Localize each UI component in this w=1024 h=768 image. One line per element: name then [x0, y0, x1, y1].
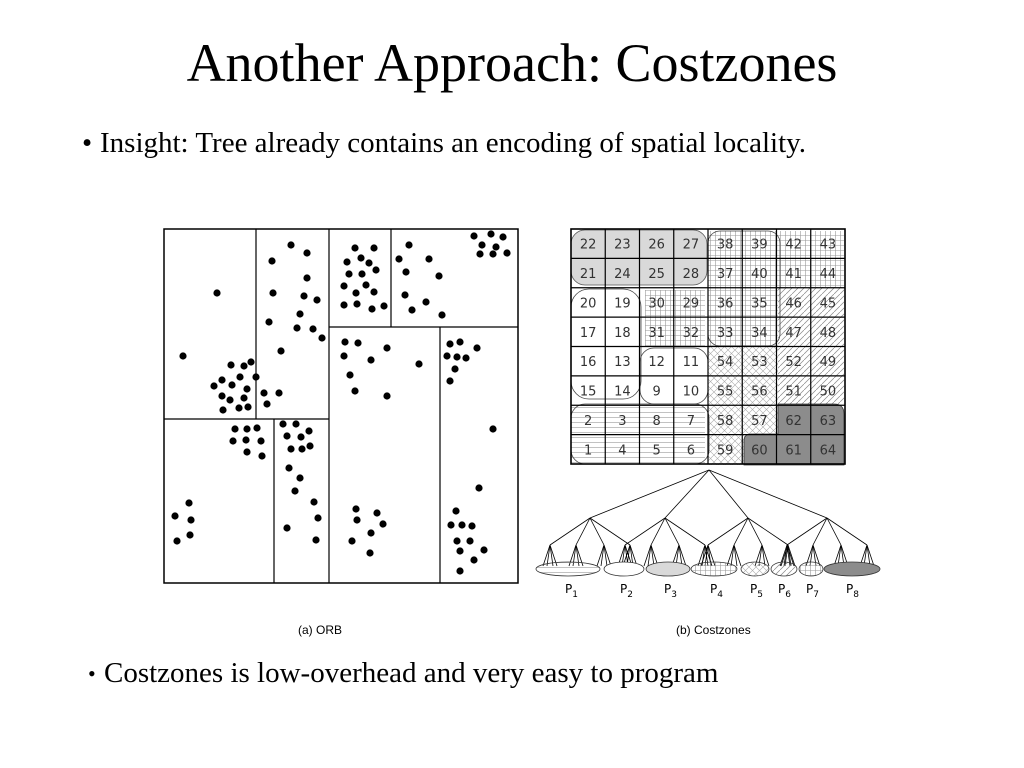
orb-point	[275, 389, 282, 396]
orb-point	[425, 255, 432, 262]
orb-point	[365, 259, 372, 266]
orb-point	[470, 556, 477, 563]
orb-point	[244, 403, 251, 410]
orb-point	[480, 546, 487, 553]
grid-cell-label: 18	[614, 325, 631, 341]
orb-point	[503, 249, 510, 256]
orb-point	[218, 392, 225, 399]
grid-cell-label: 36	[716, 296, 734, 312]
tree-edge	[748, 518, 762, 545]
orb-point	[287, 445, 294, 452]
orb-point	[306, 442, 313, 449]
orb-point	[346, 371, 353, 378]
orb-point	[353, 300, 360, 307]
processor-label: $P_3$	[664, 582, 677, 600]
orb-point	[296, 310, 303, 317]
orb-point	[240, 394, 247, 401]
tree-edge	[590, 470, 709, 518]
slide-title: Another Approach: Costzones	[186, 33, 838, 93]
orb-point	[179, 352, 186, 359]
grid-cell-label: 22	[579, 237, 597, 253]
grid-cell-label: 56	[751, 384, 768, 400]
orb-point	[300, 292, 307, 299]
orb-point	[473, 344, 480, 351]
processor-label: $P_4$	[710, 582, 723, 600]
tree-edge	[709, 470, 748, 518]
tree-leaf-edge	[651, 545, 654, 566]
grid-cell-label: 28	[682, 267, 700, 283]
caption-costzones: (b) Costzones	[676, 623, 751, 637]
grid-cell-label: 7	[686, 413, 696, 429]
orb-point	[260, 389, 267, 396]
orb-point	[383, 344, 390, 351]
tree-leaf-edge	[731, 545, 734, 566]
grid-cell-label: 12	[648, 355, 665, 371]
tree-leaf-edge	[601, 545, 604, 566]
grid-cell-label: 52	[785, 355, 802, 371]
grid-cell-label: 61	[785, 443, 802, 459]
tree-edge	[651, 518, 665, 545]
grid-cell-label: 16	[579, 355, 597, 371]
tree-leaf-edge	[597, 545, 604, 566]
grid-cell-label: 37	[716, 267, 734, 283]
orb-point	[219, 406, 226, 413]
tree-edge	[590, 518, 630, 545]
orb-point	[296, 474, 303, 481]
orb-point	[297, 433, 304, 440]
orb-point	[408, 306, 415, 313]
grid-cell-label: 31	[648, 325, 665, 341]
grid-cell-label: 23	[614, 237, 631, 253]
grid-cell-label: 6	[686, 443, 696, 459]
orb-point	[351, 244, 358, 251]
grid-cell-label: 54	[716, 355, 734, 371]
processor-oval	[604, 562, 644, 576]
tree-leaf-edge	[734, 545, 741, 566]
bullet-dot: •	[88, 661, 96, 686]
orb-point	[343, 258, 350, 265]
processor-oval	[824, 562, 880, 576]
orb-point	[348, 537, 355, 544]
caption-orb: (a) ORB	[298, 623, 343, 637]
tree-leaf-edge	[543, 545, 550, 566]
orb-point	[368, 305, 375, 312]
orb-point	[422, 298, 429, 305]
processor-oval	[536, 562, 600, 576]
orb-point	[345, 270, 352, 277]
orb-point	[470, 232, 477, 239]
orb-point	[341, 338, 348, 345]
grid-cell-label: 58	[716, 413, 734, 429]
orb-point	[312, 536, 319, 543]
grid-cell-label: 29	[682, 296, 700, 312]
grid-cell-label: 51	[785, 384, 802, 400]
tree-edge	[748, 518, 788, 545]
orb-point	[310, 498, 317, 505]
orb-point	[362, 281, 369, 288]
orb-point	[453, 353, 460, 360]
orb-point	[447, 521, 454, 528]
grid-cell-label: 4	[618, 443, 627, 459]
grid-cell-label: 3	[618, 413, 627, 429]
orb-point	[213, 289, 220, 296]
tree-leaf-edge	[734, 545, 737, 566]
tree-edge	[665, 470, 709, 518]
processor-labels	[565, 582, 859, 600]
orb-point	[367, 529, 374, 536]
orb-point	[373, 509, 380, 516]
grid-cell-label: 10	[682, 384, 700, 400]
orb-point	[235, 404, 242, 411]
orb-point	[492, 243, 499, 250]
orb-point	[456, 338, 463, 345]
orb-point	[231, 425, 238, 432]
processor-oval	[799, 562, 823, 576]
orb-point	[243, 448, 250, 455]
grid-cell-label: 2	[583, 413, 593, 429]
processor-oval	[691, 562, 737, 576]
tree-leaf-edge	[644, 545, 651, 566]
orb-point	[489, 425, 496, 432]
grid-cell-label: 17	[579, 325, 597, 341]
tree-edge	[590, 518, 604, 545]
orb-point	[268, 257, 275, 264]
orb-point	[383, 392, 390, 399]
grid-cell-label: 13	[614, 355, 631, 371]
orb-point	[402, 268, 409, 275]
orb-point	[435, 272, 442, 279]
tree-edge	[550, 518, 590, 545]
orb-point	[240, 362, 247, 369]
tree-edge	[827, 518, 867, 545]
orb-point	[478, 241, 485, 248]
orb-point	[283, 524, 290, 531]
grid-cell-label: 11	[682, 355, 700, 371]
orb-point	[253, 424, 260, 431]
orb-point	[354, 339, 361, 346]
orb-point	[499, 233, 506, 240]
orb-point	[229, 437, 236, 444]
tree-edge	[709, 470, 827, 518]
orb-point	[466, 537, 473, 544]
grid-cell-label: 25	[648, 267, 665, 283]
orb-point	[487, 230, 494, 237]
grid-cell-label: 8	[652, 413, 661, 429]
orb-point	[257, 437, 264, 444]
orb-point	[303, 249, 310, 256]
orb-partition	[164, 229, 518, 583]
orb-point	[303, 274, 310, 281]
grid-cell-label: 48	[819, 325, 837, 341]
orb-point	[187, 516, 194, 523]
orb-point	[452, 507, 459, 514]
tree-edge	[665, 518, 679, 545]
orb-point	[287, 241, 294, 248]
orb-point	[305, 427, 312, 434]
orb-point	[285, 464, 292, 471]
orb-point	[173, 537, 180, 544]
grid-cell-label: 15	[579, 384, 597, 400]
orb-point	[171, 512, 178, 519]
orb-point	[370, 244, 377, 251]
tree-leaf-edge	[604, 545, 611, 566]
grid-cell-label: 42	[785, 237, 802, 253]
orb-point	[475, 484, 482, 491]
grid-cell-label: 46	[785, 296, 802, 312]
orb-point	[318, 334, 325, 341]
orb-point	[218, 376, 225, 383]
orb-point	[185, 499, 192, 506]
grid-cell-label: 30	[648, 296, 665, 312]
orb-point	[456, 567, 463, 574]
orb-border	[164, 229, 518, 583]
grid-cell-label: 55	[716, 384, 734, 400]
orb-point	[352, 289, 359, 296]
orb-point	[313, 296, 320, 303]
orb-point	[283, 432, 290, 439]
bullet-dot: •	[82, 127, 93, 159]
orb-point	[352, 505, 359, 512]
processor-label: $P_1$	[565, 582, 578, 600]
grid-cell-label: 21	[579, 267, 597, 283]
orb-point	[242, 436, 249, 443]
processor-label: $P_7$	[806, 582, 819, 600]
processor-oval	[741, 562, 769, 576]
grid-cell-label: 20	[579, 296, 597, 312]
orb-point	[353, 516, 360, 523]
orb-point	[227, 361, 234, 368]
orb-point	[372, 266, 379, 273]
tree-leaf-edge	[648, 545, 651, 566]
orb-point	[340, 282, 347, 289]
orb-point	[269, 289, 276, 296]
orb-point	[476, 250, 483, 257]
grid-cell-label: 43	[819, 237, 837, 253]
orb-point	[228, 381, 235, 388]
orb-point	[226, 396, 233, 403]
grid-cell-label: 34	[751, 325, 768, 341]
processor-label: $P_6$	[778, 582, 791, 600]
tree-edge	[734, 518, 748, 545]
grid-cell-label: 33	[716, 325, 734, 341]
orb-point	[446, 340, 453, 347]
orb-point	[258, 452, 265, 459]
grid-cell-label: 32	[682, 325, 700, 341]
grid-cell-label: 62	[785, 413, 802, 429]
orb-point	[395, 255, 402, 262]
grid-cell-label: 47	[785, 325, 802, 341]
processor-label: $P_5$	[750, 582, 763, 600]
orb-point	[252, 373, 259, 380]
orb-point	[366, 549, 373, 556]
tree-edge	[708, 518, 748, 545]
grid-cell-label: 59	[716, 443, 734, 459]
grid-cell-label: 35	[751, 296, 768, 312]
orb-point	[210, 382, 217, 389]
tree-leaf-edge	[604, 545, 607, 566]
orb-point	[379, 520, 386, 527]
orb-point	[370, 288, 377, 295]
grid-cell-label: 63	[819, 413, 837, 429]
orb-point	[458, 521, 465, 528]
orb-point	[314, 514, 321, 521]
grid-cell-label: 9	[652, 384, 661, 400]
tree-edge	[625, 518, 665, 545]
grid-cell-label: 26	[648, 237, 665, 253]
orb-point	[438, 311, 445, 318]
orb-point	[247, 358, 254, 365]
processor-oval	[771, 562, 797, 576]
tree-edge	[827, 518, 841, 545]
grid-cell-label: 64	[819, 443, 837, 459]
orb-point	[279, 420, 286, 427]
costzones-tree	[543, 470, 874, 566]
orb-point	[380, 302, 387, 309]
orb-point	[462, 354, 469, 361]
orb-point	[340, 352, 347, 359]
grid-cell-label: 27	[682, 237, 700, 253]
grid-cell-label: 39	[751, 237, 768, 253]
orb-point	[243, 425, 250, 432]
tree-edge	[813, 518, 827, 545]
processor-oval	[646, 562, 690, 576]
orb-point	[468, 522, 475, 529]
grid-cell-label: 1	[583, 443, 593, 459]
grid-cell-label: 5	[652, 443, 661, 459]
grid-cell-label: 53	[751, 355, 768, 371]
processor-label: $P_2$	[620, 582, 633, 600]
orb-point	[351, 387, 358, 394]
grid-cell-label: 14	[614, 384, 631, 400]
orb-point	[236, 373, 243, 380]
orb-point	[291, 487, 298, 494]
grid-cell-label: 38	[716, 237, 734, 253]
orb-point	[265, 318, 272, 325]
orb-point	[263, 400, 270, 407]
orb-point	[415, 360, 422, 367]
orb-point	[405, 241, 412, 248]
orb-point	[293, 324, 300, 331]
orb-point	[277, 347, 284, 354]
grid-cell-label: 60	[751, 443, 768, 459]
bullet-insight-text: Insight: Tree already contains an encoding of spatial locality.	[100, 127, 807, 159]
tree-leaf-edge	[727, 545, 734, 566]
grid-cell-label: 24	[614, 267, 631, 283]
grid-cell-label: 44	[819, 267, 837, 283]
orb-point	[456, 547, 463, 554]
grid-cell-label: 50	[819, 384, 837, 400]
orb-point	[367, 356, 374, 363]
orb-point	[401, 291, 408, 298]
orb-point	[489, 250, 496, 257]
orb-point	[358, 270, 365, 277]
grid-cell-label: 57	[751, 413, 768, 429]
orb-point	[298, 445, 305, 452]
bullet-costzones	[88, 656, 904, 691]
orb-point	[243, 385, 250, 392]
orb-point	[446, 377, 453, 384]
grid-cell-label: 40	[751, 267, 768, 283]
costzones-grid	[571, 229, 845, 465]
orb-point	[340, 301, 347, 308]
tree-leaf-edge	[547, 545, 550, 566]
orb-cut-lines	[164, 229, 518, 583]
processor-label: $P_8$	[846, 582, 859, 600]
orb-point	[451, 365, 458, 372]
tree-edge	[665, 518, 705, 545]
tree-edge	[787, 518, 827, 545]
orb-point	[453, 537, 460, 544]
grid-cell-label: 41	[785, 267, 802, 283]
orb-point	[357, 254, 364, 261]
tree-edge	[576, 518, 590, 545]
grid-cell-label: 45	[819, 296, 837, 312]
grid-cell-label: 19	[614, 296, 631, 312]
orb-point	[443, 352, 450, 359]
orb-point	[309, 325, 316, 332]
orb-points	[171, 230, 510, 574]
processor-ovals	[536, 562, 880, 576]
orb-point	[186, 531, 193, 538]
grid-cell-label: 49	[819, 355, 837, 371]
orb-point	[292, 420, 299, 427]
bullet-costzones-text: Costzones is low-overhead and very easy to program	[104, 657, 719, 689]
